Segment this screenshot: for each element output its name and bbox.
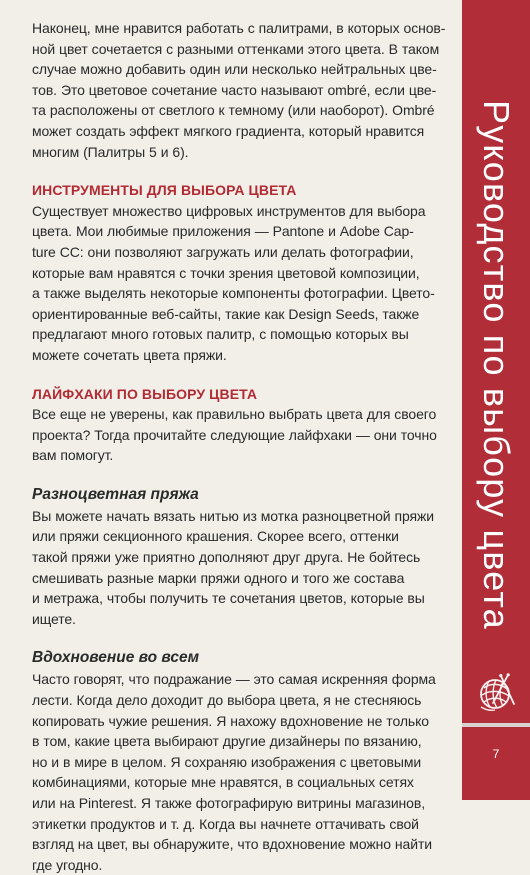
text-line: Часто говорят, что подражание — это самая искренняя форма xyxy=(32,671,436,688)
sidebar-title-wrap xyxy=(462,70,530,660)
inspiration-paragraph xyxy=(32,669,452,875)
text-line: или пряжи секционного крашения. Скорее всего, оттенки xyxy=(32,528,399,545)
text-line: и метража, чтобы получить те сочетания цветов, которые вы xyxy=(32,590,425,607)
text-line: смешивать разные марки пряжи одного и того же состава xyxy=(32,569,405,586)
subheading-inspiration: Вдохновение во всем xyxy=(32,649,200,667)
intro-paragraph xyxy=(32,18,452,162)
text-line: Наконец, мне нравится работать с палитрами, в которых основ- xyxy=(32,20,446,36)
sidebar-divider xyxy=(462,723,530,727)
text-line: ной цвет сочетается с разными оттенками этого цвета. В таком xyxy=(32,40,440,57)
text-line: предлагают много готовых палитр, с помощью которых вы xyxy=(32,326,409,343)
lifehacks-paragraph xyxy=(32,404,452,466)
text-line: а также выделять некоторые компоненты фотографии. Цвето- xyxy=(32,285,435,302)
text-line: ищете. xyxy=(32,610,76,627)
chapter-sidebar xyxy=(462,0,530,800)
text-line: можете сочетать цвета пряжи. xyxy=(32,346,227,363)
text-line: проекта? Тогда прочитайте следующие лайфхаки — они точно xyxy=(32,426,437,443)
text-line: цвета. Мои любимые приложения — Pantone и Adobe Cap- xyxy=(32,223,414,240)
section-heading-tools: ИНСТРУМЕНТЫ ДЛЯ ВЫБОРА ЦВЕТА xyxy=(32,182,297,199)
text-line: тов. Это цветовое сочетание часто называют ombré, если цве- xyxy=(32,81,437,98)
subheading-multicolor-yarn: Разноцветная пряжа xyxy=(32,485,199,503)
text-line: которые вам нравятся с точки зрения цветовой композиции, xyxy=(32,264,420,281)
text-line: та расположены от светлого к темному (или наоборот). Ombré xyxy=(32,102,435,119)
text-line: ориентированные веб-сайты, такие как Design Seeds, также xyxy=(32,305,420,322)
text-line: этикетки продуктов и т. д. Когда вы начнете оттачивать свой xyxy=(32,815,419,832)
text-line: где угодно. xyxy=(32,856,103,873)
text-line: комбинациями, которые мне нравятся, в социальных сетях xyxy=(32,774,414,791)
text-line: вам помогут. xyxy=(32,447,114,464)
text-line: ture CC: они позволяют загружать или делать фотографии, xyxy=(32,243,414,260)
text-line: Существует множество цифровых инструментов для выбора xyxy=(32,202,426,219)
text-line: случае можно добавить один или несколько нейтральных цве- xyxy=(32,61,437,78)
text-line: Все еще не уверены, как правильно выбрать цвета для своего xyxy=(32,406,437,423)
tools-paragraph xyxy=(32,201,452,366)
section-heading-lifehacks: ЛАЙФХАКИ ПО ВЫБОРУ ЦВЕТА xyxy=(32,385,258,402)
text-line: такой пряжи уже приятно дополняют друг друга. Не бойтесь xyxy=(32,549,421,566)
yarn-ball-icon xyxy=(472,668,520,716)
text-line: взгляд на цвет, вы обнаружите, что вдохновение можно найти xyxy=(32,836,432,853)
multicolor-yarn-paragraph xyxy=(32,506,452,630)
text-line: может создать эффект мягкого градиента, который нравится xyxy=(32,122,425,139)
chapter-title-vertical: Руководство по выбору цвета xyxy=(476,100,517,630)
text-line: или на Pinterest. Я также фотографирую витрины магазинов, xyxy=(32,795,425,811)
text-line: Вы можете начать вязать нитью из мотка разноцветной пряжи xyxy=(32,507,434,524)
text-line: в том, какие цвета выбирают другие дизайнеры по вязанию, xyxy=(32,733,422,750)
text-line: многим (Палитры 5 и 6). xyxy=(32,143,189,160)
text-line: лести. Когда дело доходит до выбора цвета, я не стесняюсь xyxy=(32,692,422,709)
text-line: копировать чужие решения. Я нахожу вдохновение не только xyxy=(32,712,429,729)
main-content xyxy=(32,18,452,873)
page-number: 7 xyxy=(492,747,500,761)
text-line: но и в мире в целом. Я сохраняю изображения с цветовыми xyxy=(32,753,422,770)
